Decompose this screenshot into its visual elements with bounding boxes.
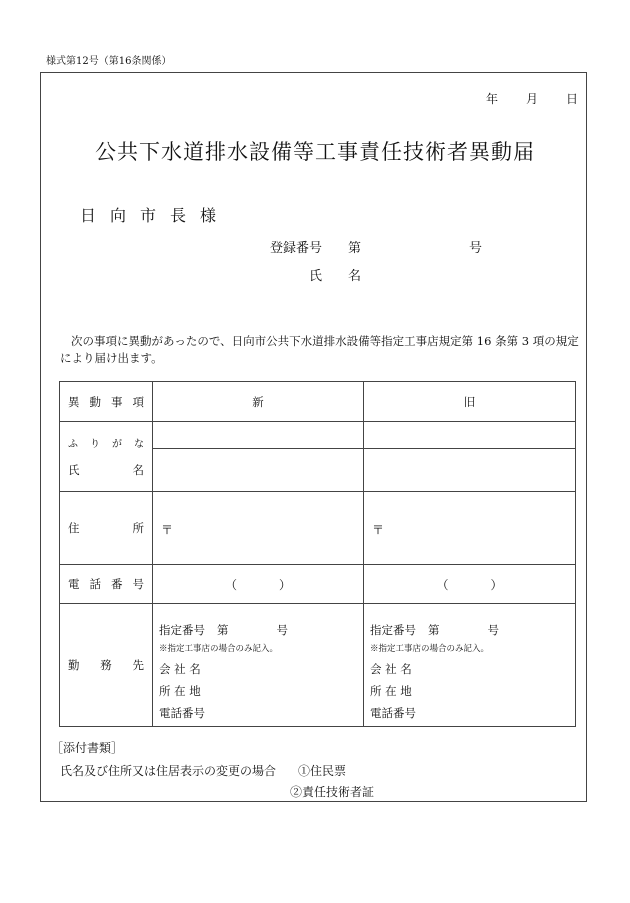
workplace-row <box>60 604 576 727</box>
applicant-name-label-2: 名 <box>348 269 362 284</box>
attachment-item-1: ①住民票 <box>298 764 347 778</box>
attachments-heading: ［添付書類］ <box>51 741 124 755</box>
date-day: 日 <box>565 92 578 106</box>
postal-mark-new: 〒 <box>161 522 174 537</box>
name-old-field[interactable] <box>364 449 576 492</box>
notice-text: 次の事項に異動があったので、日向市公共下水道排水設備等指定工事店規定第 16 条第 3 項の規定により届け出ます。 <box>60 334 579 365</box>
address-old-field[interactable] <box>364 492 576 565</box>
workplace-old-field[interactable] <box>364 604 576 727</box>
designation-note-new: ※指定工事店の場合のみ記入。 <box>159 644 279 654</box>
date-month: 月 <box>525 92 538 106</box>
attachments-condition-line: 氏名及び住所又は住居表示の変更の場合 ①住民票 <box>60 764 347 778</box>
name-new-field[interactable] <box>153 449 364 492</box>
applicant-name-label-1: 氏 <box>309 269 323 284</box>
table-header-row <box>60 382 576 422</box>
furigana-old-field[interactable] <box>364 422 576 449</box>
address-row <box>60 492 576 565</box>
form-number: 様式第12号（第16条関係） <box>46 56 172 67</box>
designation-number-old: 指定番号 第 号 <box>370 623 499 637</box>
attachment-item-2: ②責任技術者証 <box>290 785 375 799</box>
registration-label: 登録番号 <box>270 241 323 256</box>
page-title: 公共下水道排水設備等工事責任技術者異動届 <box>95 140 535 164</box>
name-label-cell: ふ り が な 氏 名 <box>60 422 153 492</box>
phone-new-field[interactable]: （ ） <box>153 565 364 604</box>
address-new-field[interactable] <box>153 492 364 565</box>
work-phone-label-new: 電話番号 <box>159 706 205 720</box>
registration-suffix: 号 <box>469 241 483 256</box>
company-label-new: 会 社 名 <box>159 662 201 676</box>
postal-mark-old: 〒 <box>372 522 385 537</box>
date-line <box>486 90 578 107</box>
addressee: 日向市長様 <box>80 206 231 225</box>
phone-old-field[interactable]: （ ） <box>364 565 576 604</box>
registration-prefix: 第 <box>348 241 362 256</box>
header-new: 新 <box>153 382 364 422</box>
phone-row <box>60 565 576 604</box>
location-label-old: 所 在 地 <box>370 684 412 698</box>
date-year: 年 <box>485 92 498 106</box>
header-item-cell: 異 動 事 項 <box>60 382 153 422</box>
address-label-cell: 住 所 <box>60 492 153 565</box>
furigana-row <box>60 422 576 449</box>
header-old: 旧 <box>364 382 576 422</box>
location-label-new: 所 在 地 <box>159 684 201 698</box>
company-label-old: 会 社 名 <box>370 662 412 676</box>
furigana-new-field[interactable] <box>153 422 364 449</box>
workplace-new-field[interactable] <box>153 604 364 727</box>
designation-number-new: 指定番号 第 号 <box>159 623 288 637</box>
change-table <box>59 381 576 727</box>
workplace-label-cell: 勤 務 先 <box>60 604 153 727</box>
designation-note-old: ※指定工事店の場合のみ記入。 <box>370 644 490 654</box>
phone-label-cell: 電 話 番 号 <box>60 565 153 604</box>
work-phone-label-old: 電話番号 <box>370 706 416 720</box>
